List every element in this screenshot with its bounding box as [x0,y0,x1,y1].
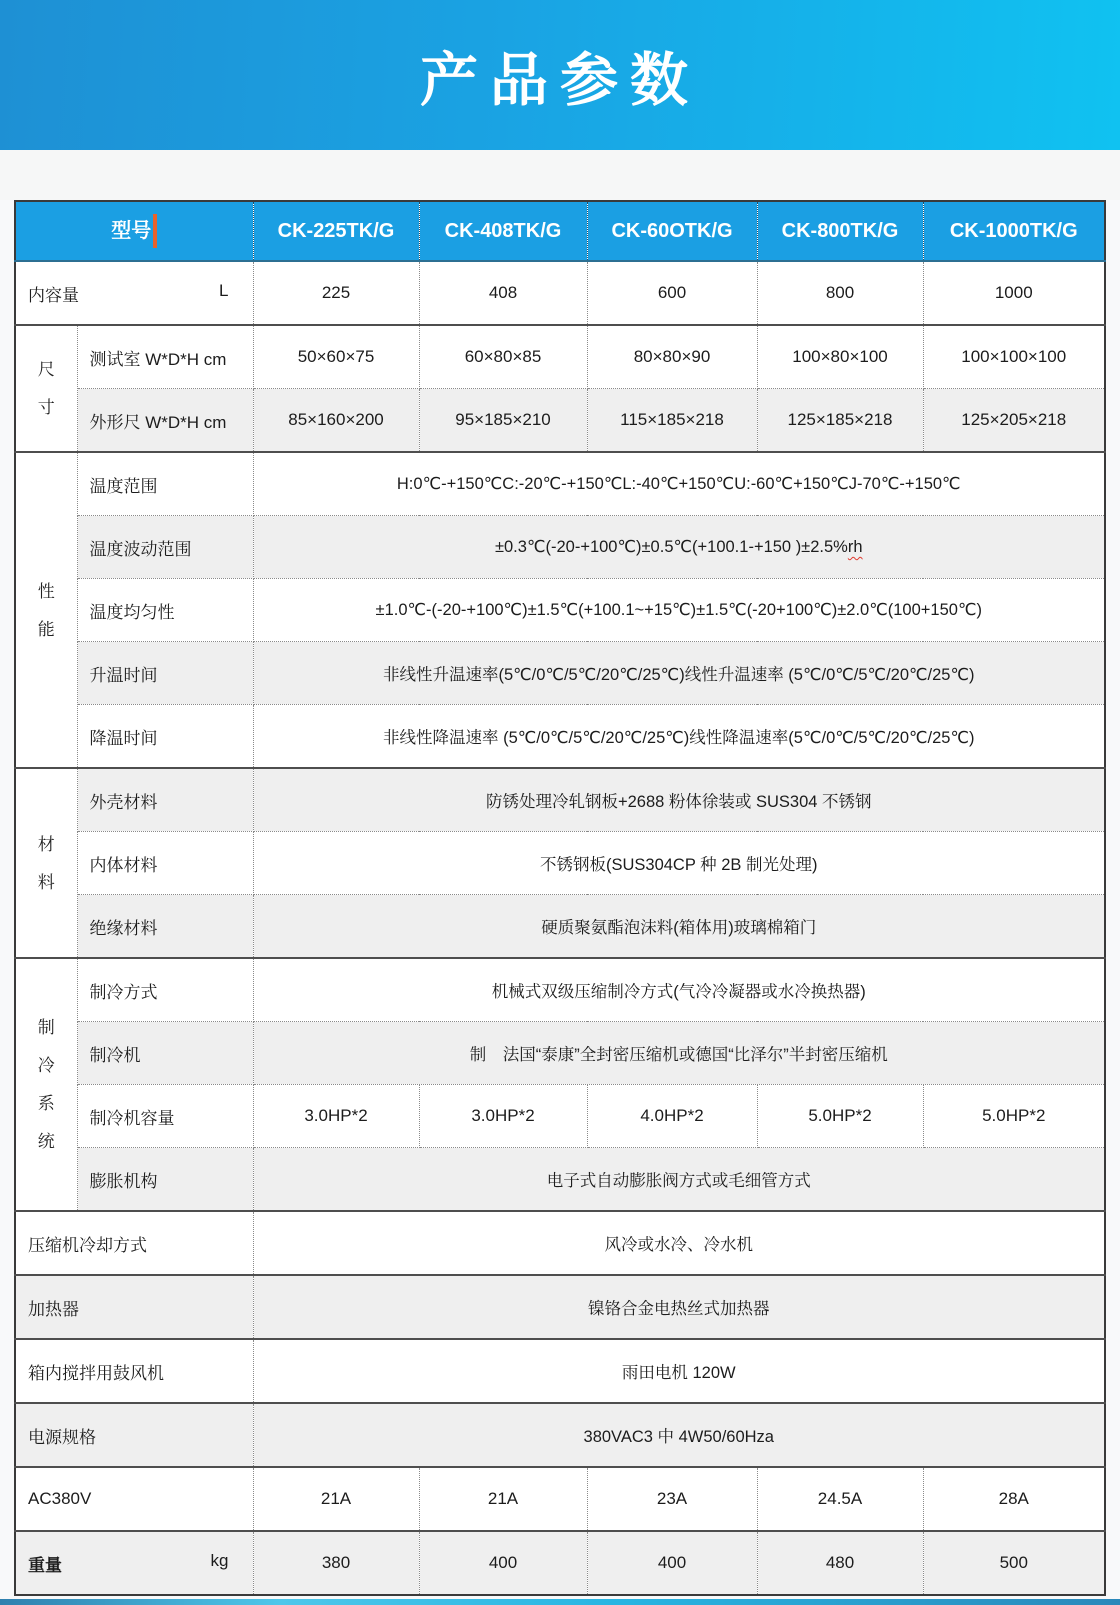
span-value-text: 机械式双级压缩制冷方式(气冷冷凝器或水冷换热器) [491,983,866,1001]
value-cell: 125×185×218 [757,389,923,453]
header-row [15,201,1105,261]
group-char: 寸 [37,398,55,417]
value-cell: 60×80×85 [419,325,587,389]
group-char: 材 [37,834,55,854]
row-unit: L [219,280,229,300]
row-label: 箱内搅拌用鼓风机 [28,1363,164,1383]
value-cell: 85×160×200 [253,389,419,453]
table-body [15,261,1105,1595]
value-cell: 3.0HP*2 [419,1085,587,1148]
row-label: 膨胀机构 [89,1171,158,1191]
table-row [15,705,1105,769]
row-label-cell [15,1531,253,1595]
row-label: 测试室 W*D*H cm [89,349,227,369]
span-value-text: 制 法国“泰康”全封密压缩机或德国“比泽尔”半封密压缩机 [469,1046,888,1064]
value-cell: 125×205×218 [923,389,1105,453]
value-cell: 50×60×75 [253,325,419,389]
value-cell: 500 [923,1531,1105,1595]
model-header-cell: CK-800TK/G [757,201,923,261]
row-label: 制冷机 [89,1045,141,1065]
value-cell: 100×100×100 [923,325,1105,389]
span-value-text: 硬质聚氨酯泡沫料(箱体用)玻璃棉箱门 [541,919,817,937]
table-row [15,1275,1105,1339]
value-cell: 400 [419,1531,587,1595]
span-value-text: 防锈处理冷轧钢板+2688 粉体徐装或 SUS304 不锈钢 [485,793,872,811]
row-label: 制冷机容量 [89,1108,175,1128]
span-value-text: ±1.0℃-(-20-+100℃)±1.5℃(+100.1~+15℃)±1.5℃(-20+100℃)±2.0℃(100+150℃) [375,601,982,619]
table-row [15,579,1105,642]
group-char: 能 [37,619,55,639]
value-cell: 225 [253,261,419,325]
table-row [15,452,1105,516]
table-row [15,1085,1105,1148]
value-cell-span [253,1403,1105,1467]
table-row [15,832,1105,895]
group-char: 冷 [37,1056,55,1075]
value-cell: 80×80×90 [587,325,757,389]
span-value-text: 雨田电机 120W [621,1364,736,1382]
row-label: 绝缘材料 [89,918,158,938]
model-label: 型号 [111,219,152,242]
model-header-cell: CK-1000TK/G [923,201,1105,261]
value-cell: 100×80×100 [757,325,923,389]
row-label-cell [77,1148,253,1212]
value-cell: 408 [419,261,587,325]
value-cell: 24.5A [757,1467,923,1531]
table-row [15,768,1105,832]
value-cell: 4.0HP*2 [587,1085,757,1148]
table-header [15,201,1105,261]
value-cell: 5.0HP*2 [923,1085,1105,1148]
group-char: 统 [37,1132,55,1151]
row-label: 温度范围 [89,476,158,496]
page-title: 产品参数 [419,48,700,113]
group-char: 尺 [37,360,55,379]
value-cell-span [253,1339,1105,1403]
row-label: 温度均匀性 [89,602,175,622]
table-row [15,1339,1105,1403]
banner [0,0,1120,150]
table-row [15,958,1105,1022]
row-label-cell [77,516,253,579]
row-label: 外壳材料 [89,792,158,812]
row-group-cell [15,768,77,958]
value-cell-span [253,1275,1105,1339]
value-cell: 5.0HP*2 [757,1085,923,1148]
row-label-cell [77,832,253,895]
row-label-cell [77,1085,253,1148]
row-label-cell [77,895,253,959]
table-row [15,325,1105,389]
row-label: 重量 [28,1555,62,1575]
value-cell: 115×185×218 [587,389,757,453]
span-value-text: H:0℃-+150℃C:-20℃-+150℃L:-40℃+150℃U:-60℃+150℃J-70℃-+150℃ [396,475,961,493]
value-cell-span [253,1211,1105,1275]
row-label: 内容量 [28,285,79,305]
value-cell: 28A [923,1467,1105,1531]
table-row [15,1148,1105,1212]
row-label: 压缩机冷却方式 [28,1235,147,1255]
row-group-cell [15,452,77,768]
table-row [15,1403,1105,1467]
row-label-cell [15,1403,253,1467]
row-label-cell [15,261,253,325]
value-cell: 23A [587,1467,757,1531]
row-group-cell [15,958,77,1211]
span-value-text: 镍铬合金电热丝式加热器 [588,1300,770,1318]
table-row [15,1467,1105,1531]
value-cell: 21A [419,1467,587,1531]
row-label: AC380V [28,1489,92,1508]
model-column-title [15,201,253,261]
model-header-cell: CK-60OTK/G [587,201,757,261]
group-char: 系 [37,1094,55,1113]
value-cell: 480 [757,1531,923,1595]
row-label-cell [77,642,253,705]
group-char: 制 [37,1018,55,1037]
spellcheck-underline-text: rh [847,538,863,556]
table-row [15,1531,1105,1595]
span-value-text: 380VAC3 中 4W50/60Hza [583,1428,774,1446]
bottom-accent-bar [0,1599,1120,1605]
text-cursor [153,214,157,248]
group-char: 性 [37,581,55,601]
value-cell-span [253,958,1105,1022]
value-cell-span [253,1148,1105,1212]
table-row [15,642,1105,705]
row-label-cell [77,389,253,453]
value-cell: 400 [587,1531,757,1595]
row-label-cell [15,1467,253,1531]
row-label-cell [77,1022,253,1085]
value-cell: 800 [757,261,923,325]
row-label-cell [15,1211,253,1275]
span-value-text: 风冷或水冷、冷水机 [604,1236,753,1254]
row-label-cell [77,768,253,832]
row-label: 外形尺 W*D*H cm [89,412,227,432]
span-value-text: 不锈钢板(SUS304CP 种 2B 制光处理) [539,856,818,874]
table-row [15,895,1105,959]
value-cell-span [253,768,1105,832]
value-cell: 95×185×210 [419,389,587,453]
value-cell-span [253,895,1105,959]
value-cell-span [253,516,1105,579]
span-value-text: 电子式自动膨胀阀方式或毛细管方式 [546,1172,811,1190]
value-cell-span [253,832,1105,895]
row-label: 加热器 [28,1299,79,1319]
value-cell-span [253,705,1105,769]
table-row [15,1022,1105,1085]
value-cell: 21A [253,1467,419,1531]
row-label-cell [77,325,253,389]
table-row [15,389,1105,453]
row-label-cell [77,705,253,769]
value-cell-span [253,1022,1105,1085]
value-cell: 1000 [923,261,1105,325]
row-label-cell [77,579,253,642]
row-label: 电源规格 [28,1427,96,1447]
spec-table [14,200,1106,1596]
row-label: 制冷方式 [89,982,158,1002]
row-label: 温度波动范围 [89,539,192,559]
value-cell-span [253,452,1105,516]
banner-spacer [0,150,1120,200]
table-row [15,261,1105,325]
row-label: 内体材料 [89,855,158,875]
value-cell-span [253,642,1105,705]
row-label: 降温时间 [89,728,158,748]
value-cell-span [253,579,1105,642]
value-cell: 380 [253,1531,419,1595]
row-label-cell [77,452,253,516]
table-row [15,516,1105,579]
group-char: 料 [37,872,55,892]
value-cell: 3.0HP*2 [253,1085,419,1148]
model-header-cell: CK-408TK/G [419,201,587,261]
span-value-text: ±0.3℃(-20-+100℃)±0.5℃(+100.1-+150 )±2.5% [494,538,848,556]
value-cell: 600 [587,261,757,325]
row-group-cell [15,325,77,452]
span-value-text: 非线性降温速率 (5℃/0℃/5℃/20℃/25℃)线性降温速率(5℃/0℃/5℃/20℃/25℃) [382,729,975,747]
row-label-cell [15,1275,253,1339]
row-label-cell [77,958,253,1022]
row-unit: kg [210,1550,229,1570]
row-label: 升温时间 [89,665,158,685]
model-header-cell: CK-225TK/G [253,201,419,261]
table-row [15,1211,1105,1275]
row-label-cell [15,1339,253,1403]
span-value-text: 非线性升温速率(5℃/0℃/5℃/20℃/25℃)线性升温速率 (5℃/0℃/5℃/20℃/25℃) [382,666,975,684]
